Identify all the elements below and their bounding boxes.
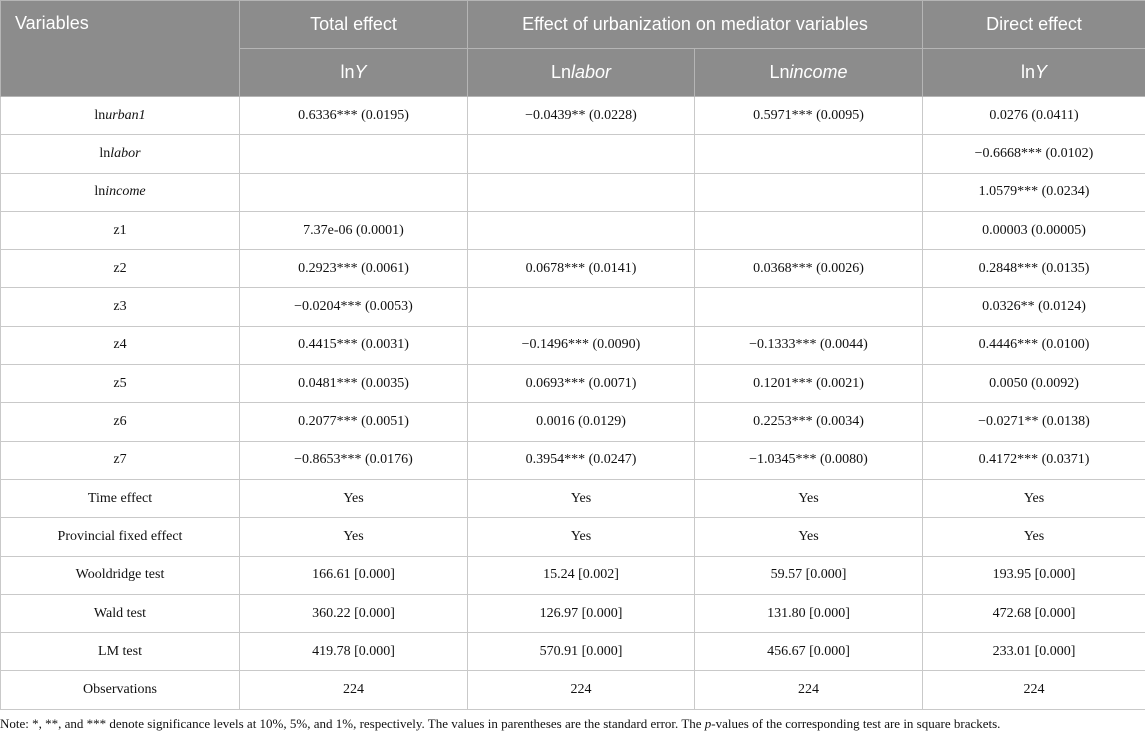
row-label <box>1 518 240 556</box>
cell-c4: 233.01 [0.000] <box>923 633 1145 671</box>
cell-c4: 0.4446*** (0.0100) <box>923 326 1145 364</box>
cell-c2 <box>468 173 695 211</box>
table-note <box>0 716 1145 732</box>
cell-c1: 166.61 [0.000] <box>240 556 468 594</box>
row-label-text: ln <box>94 107 106 123</box>
cell-c2: Yes <box>468 518 695 556</box>
subheader-italic: labor <box>571 62 612 82</box>
cell-c4: 0.4172*** (0.0371) <box>923 441 1145 479</box>
cell-c2: −0.1496*** (0.0090) <box>468 326 695 364</box>
row-label-text: LM test <box>98 643 142 659</box>
cell-c2: 224 <box>468 671 695 709</box>
cell-c1: Yes <box>240 479 468 517</box>
header-variables: Variables <box>1 1 240 97</box>
subheader-lnincome <box>695 49 923 97</box>
note-text-2: -values of the corresponding test are in square brackets. <box>711 716 1001 731</box>
cell-c1: 360.22 [0.000] <box>240 594 468 632</box>
table-row <box>1 441 1145 479</box>
table-row <box>1 518 1145 556</box>
cell-c1: −0.8653*** (0.0176) <box>240 441 468 479</box>
cell-c4: 472.68 [0.000] <box>923 594 1145 632</box>
cell-c3 <box>695 288 923 326</box>
cell-c1: Yes <box>240 518 468 556</box>
cell-c1: 419.78 [0.000] <box>240 633 468 671</box>
cell-c4: 1.0579*** (0.0234) <box>923 173 1145 211</box>
cell-c4: 224 <box>923 671 1145 709</box>
row-label <box>1 594 240 632</box>
subheader-prefix: ln <box>1020 62 1035 82</box>
table-row <box>1 97 1145 135</box>
subheader-italic: income <box>789 62 848 82</box>
cell-c4: 0.2848*** (0.0135) <box>923 250 1145 288</box>
table-row <box>1 250 1145 288</box>
table-row <box>1 403 1145 441</box>
cell-c3 <box>695 173 923 211</box>
cell-c2: 0.0678*** (0.0141) <box>468 250 695 288</box>
cell-c3: −1.0345*** (0.0080) <box>695 441 923 479</box>
subheader-prefix: ln <box>340 62 355 82</box>
cell-c1: 224 <box>240 671 468 709</box>
subheader-total-lny <box>240 49 468 97</box>
row-label-text: z7 <box>113 452 127 468</box>
cell-c4: 0.00003 (0.00005) <box>923 211 1145 249</box>
row-label <box>1 365 240 403</box>
cell-c2: 0.0693*** (0.0071) <box>468 365 695 403</box>
row-label-text: z4 <box>113 337 127 353</box>
cell-c1 <box>240 173 468 211</box>
cell-c4: 193.95 [0.000] <box>923 556 1145 594</box>
row-label <box>1 441 240 479</box>
subheader-direct-lny <box>923 49 1145 97</box>
subheader-prefix: Ln <box>769 62 790 82</box>
row-label-text: Observations <box>83 682 157 698</box>
cell-c2: 570.91 [0.000] <box>468 633 695 671</box>
row-label-text: z5 <box>113 375 127 391</box>
cell-c3: 0.1201*** (0.0021) <box>695 365 923 403</box>
table-row <box>1 135 1145 173</box>
cell-c3: 0.0368*** (0.0026) <box>695 250 923 288</box>
header-mediator-group: Effect of urbanization on mediator variables <box>468 1 923 49</box>
cell-c1: 7.37e-06 (0.0001) <box>240 211 468 249</box>
cell-c2: 126.97 [0.000] <box>468 594 695 632</box>
table-body <box>1 97 1145 710</box>
table-row <box>1 211 1145 249</box>
row-label <box>1 403 240 441</box>
cell-c3 <box>695 211 923 249</box>
cell-c1: 0.2077*** (0.0051) <box>240 403 468 441</box>
row-label <box>1 135 240 173</box>
cell-c2 <box>468 135 695 173</box>
cell-c4: 0.0276 (0.0411) <box>923 97 1145 135</box>
table-row <box>1 633 1145 671</box>
row-label-text: Time effect <box>87 490 153 506</box>
row-label-text: z1 <box>113 222 127 238</box>
cell-c1: 0.2923*** (0.0061) <box>240 250 468 288</box>
cell-c3: 224 <box>695 671 923 709</box>
table-row <box>1 556 1145 594</box>
row-label-text: z3 <box>113 299 127 315</box>
table-row <box>1 173 1145 211</box>
subheader-italic: Y <box>1035 62 1048 82</box>
cell-c4: −0.6668*** (0.0102) <box>923 135 1145 173</box>
row-label <box>1 556 240 594</box>
cell-c3: −0.1333*** (0.0044) <box>695 326 923 364</box>
cell-c1 <box>240 135 468 173</box>
cell-c2: Yes <box>468 479 695 517</box>
row-label-text: z6 <box>113 414 127 430</box>
cell-c3 <box>695 135 923 173</box>
row-label-italic: income <box>105 184 146 200</box>
cell-c3: 59.57 [0.000] <box>695 556 923 594</box>
cell-c2 <box>468 288 695 326</box>
row-label-text: ln <box>94 184 106 200</box>
cell-c2: 0.3954*** (0.0247) <box>468 441 695 479</box>
cell-c4: Yes <box>923 479 1145 517</box>
row-label-text: z2 <box>113 260 127 276</box>
row-label <box>1 250 240 288</box>
row-label-text: ln <box>99 145 111 161</box>
cell-c2: 0.0016 (0.0129) <box>468 403 695 441</box>
cell-c4: −0.0271** (0.0138) <box>923 403 1145 441</box>
header-total-effect: Total effect <box>240 1 468 49</box>
cell-c3: 0.5971*** (0.0095) <box>695 97 923 135</box>
row-label <box>1 173 240 211</box>
table-row <box>1 479 1145 517</box>
cell-c4: Yes <box>923 518 1145 556</box>
header-direct-effect: Direct effect <box>923 1 1145 49</box>
subheader-prefix: Ln <box>550 62 571 82</box>
row-label-text: Wald test <box>93 605 147 621</box>
note-text-1: Note: *, **, and *** denote significance levels at 10%, 5%, and 1%, respectively. The values in parentheses are the standard error. The <box>0 716 705 731</box>
cell-c1: −0.0204*** (0.0053) <box>240 288 468 326</box>
cell-c3: Yes <box>695 518 923 556</box>
row-label-italic: urban1 <box>105 107 146 123</box>
row-label <box>1 97 240 135</box>
cell-c1: 0.6336*** (0.0195) <box>240 97 468 135</box>
cell-c2 <box>468 211 695 249</box>
row-label-text: Provincial fixed effect <box>57 528 183 544</box>
cell-c3: 456.67 [0.000] <box>695 633 923 671</box>
table-row <box>1 365 1145 403</box>
table-row <box>1 594 1145 632</box>
row-label <box>1 633 240 671</box>
cell-c2: −0.0439** (0.0228) <box>468 97 695 135</box>
cell-c1: 0.0481*** (0.0035) <box>240 365 468 403</box>
cell-c3: 0.2253*** (0.0034) <box>695 403 923 441</box>
cell-c3: 131.80 [0.000] <box>695 594 923 632</box>
row-label <box>1 211 240 249</box>
subheader-italic: Y <box>354 62 367 82</box>
table-row <box>1 671 1145 709</box>
row-label-italic: labor <box>110 145 141 161</box>
cell-c1: 0.4415*** (0.0031) <box>240 326 468 364</box>
cell-c2: 15.24 [0.002] <box>468 556 695 594</box>
row-label <box>1 479 240 517</box>
row-label <box>1 288 240 326</box>
row-label <box>1 671 240 709</box>
table-header <box>1 1 1145 97</box>
cell-c3: Yes <box>695 479 923 517</box>
note-italic-p: p <box>704 716 712 731</box>
subheader-lnlabor <box>468 49 695 97</box>
table-row <box>1 288 1145 326</box>
row-label-text: Wooldridge test <box>75 567 165 583</box>
table-row <box>1 326 1145 364</box>
cell-c4: 0.0326** (0.0124) <box>923 288 1145 326</box>
row-label <box>1 326 240 364</box>
cell-c4: 0.0050 (0.0092) <box>923 365 1145 403</box>
